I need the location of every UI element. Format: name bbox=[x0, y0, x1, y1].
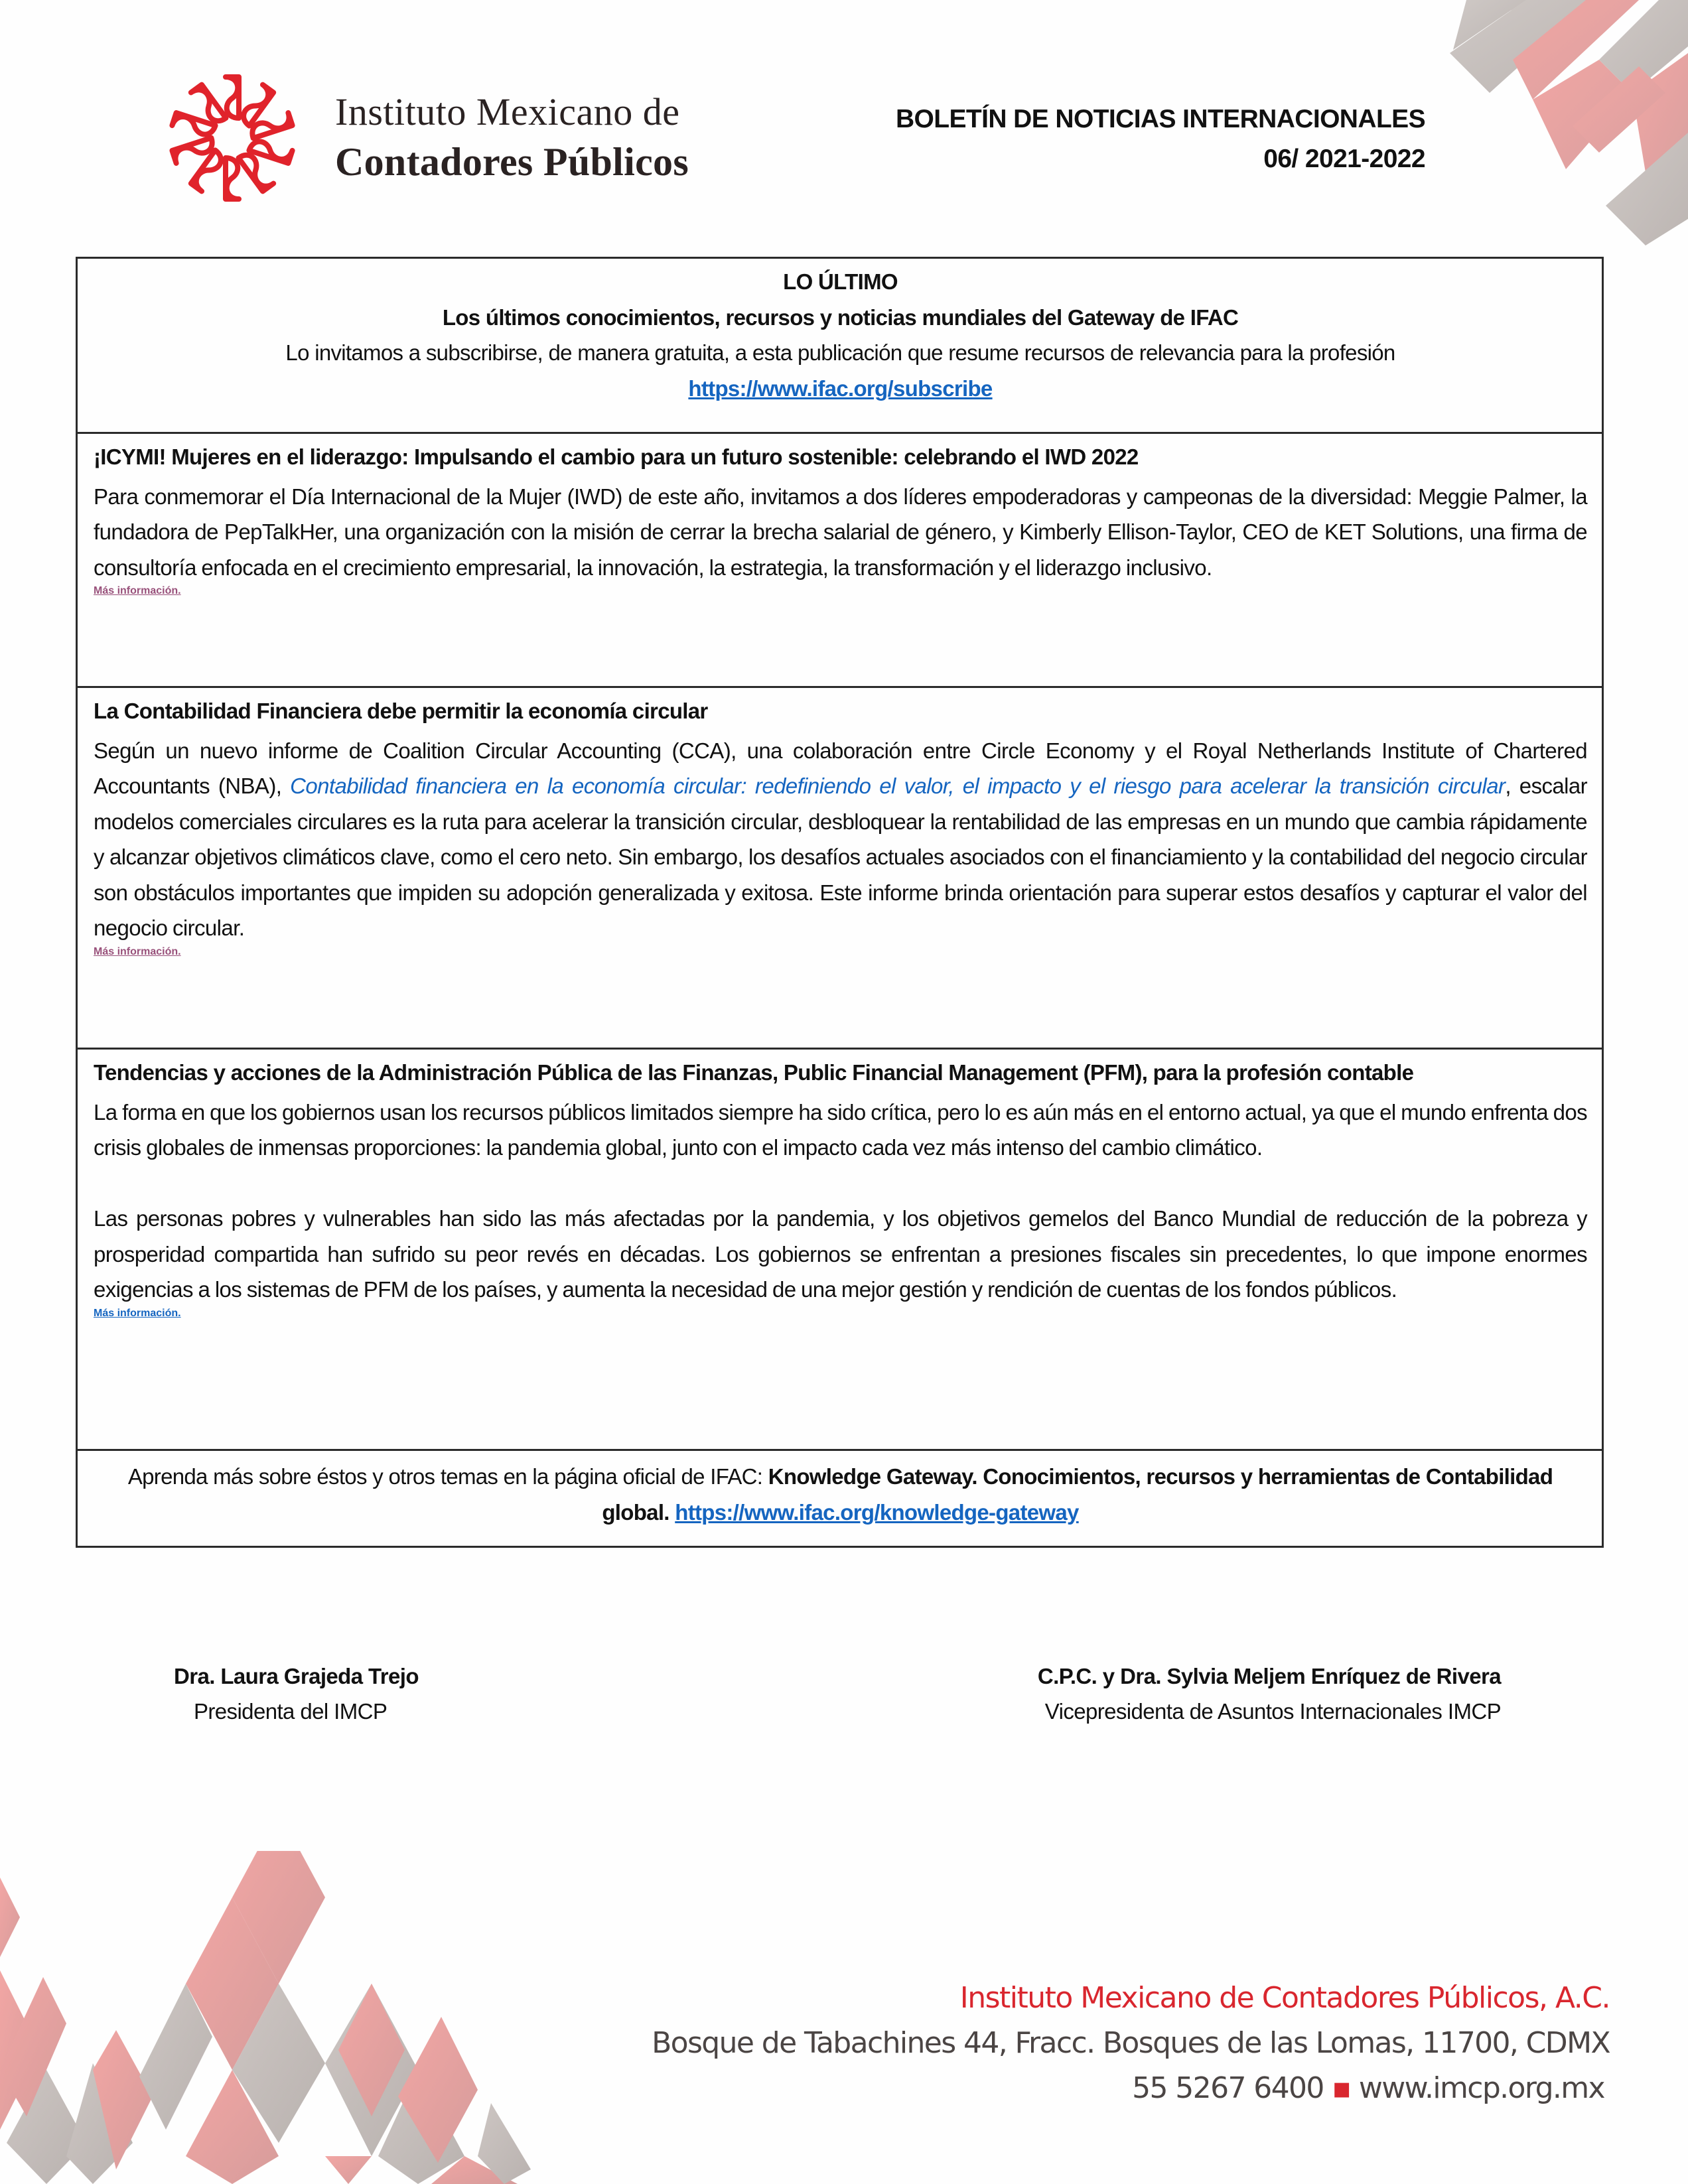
knowledge-gateway-link[interactable]: https://www.ifac.org/knowledge-gateway bbox=[675, 1499, 1079, 1525]
footer-contact bbox=[652, 1981, 1610, 2105]
signatory-name: Dra. Laura Grajeda Trejo bbox=[174, 1664, 419, 1688]
bulletin-heading bbox=[896, 100, 1425, 179]
more-info-link[interactable]: Más información. bbox=[94, 945, 181, 957]
signatory-role: Vicepresidenta de Asuntos Internacionales IMCP bbox=[1044, 1699, 1501, 1724]
org-name-line2: Contadores Públicos bbox=[335, 140, 689, 184]
org-name-line1: Instituto Mexicano de bbox=[335, 90, 680, 133]
closing-section bbox=[78, 1449, 1602, 1546]
article-body-text: Según un nuevo informe de Coalition Circular Accounting (CCA), una colaboración entre Circle Economy y el Royal Netherlands Institute of Chartered Accountants (NBA), bbox=[94, 738, 1587, 798]
article-title: Tendencias y acciones de la Administración Pública de las Finanzas, Public Financial Management (PFM), para la profesión contable bbox=[94, 1060, 1414, 1085]
article-pfm bbox=[78, 1048, 1602, 1449]
signatory-role: Presidenta del IMCP bbox=[194, 1699, 387, 1724]
article-iwd bbox=[78, 432, 1602, 686]
intro-invitation: Lo invitamos a subscribirse, de manera gratuita, a esta publicación que resume recursos de relevancia para la profesión bbox=[285, 340, 1395, 365]
article-title: ¡ICYMI! Mujeres en el liderazgo: Impulsando el cambio para un futuro sostenible: celebrando el IWD 2022 bbox=[94, 444, 1139, 469]
article-body-p1: La forma en que los gobiernos usan los recursos públicos limitados siempre ha sido crítica, pero lo es aún más en el entorno actual, ya que el mundo enfrenta dos crisis globales de inmensas proporciones: la pandemia global, junto con el impacto cada vez más intenso del cambio climático. bbox=[94, 1099, 1587, 1160]
intro-section bbox=[78, 259, 1602, 432]
more-info-link[interactable]: Más información. bbox=[94, 1307, 181, 1319]
bulletin-title: BOLETÍN DE NOTICIAS INTERNACIONALES bbox=[895, 105, 1425, 133]
more-info-link[interactable]: Más información. bbox=[94, 585, 181, 596]
article-body bbox=[94, 733, 1587, 946]
article-body-text: , escalar modelos comerciales circulares es la ruta para acelerar la transición circular, desbloquear la rentabilidad de las empresas en un mundo que cambia rápidamente y alcanzar objetivos climáticos clave, como el cero neto. Sin embargo, los desafíos actuales asociados con el financiamiento y la contabilidad del negocio circular son obstáculos importantes que impiden su adopción generalizada y exitosa. Este informe brinda orientación para superar estos desafíos y capturar el valor del negocio circular. bbox=[94, 774, 1587, 940]
signature-president bbox=[174, 1659, 419, 1729]
decorative-pattern-top-right bbox=[1427, 0, 1688, 252]
article-title: La Contabilidad Financiera debe permitir la economía circular bbox=[94, 699, 708, 723]
news-table bbox=[76, 257, 1604, 1548]
intro-heading: LO ÚLTIMO bbox=[783, 269, 898, 294]
footer-org-name: Instituto Mexicano de Contadores Públicos, A.C. bbox=[959, 1981, 1610, 2015]
article-body-p2: Las personas pobres y vulnerables han sido las más afectadas por la pandemia, y los objetivos gemelos del Banco Mundial de reducción de la pobreza y prosperidad compartida han sufrido su peor revés en décadas. Los gobiernos se enfrentan a presiones fiscales sin precedentes, lo que impone enormes exigencias a los sistemas de PFM de los países, y aumenta la necesidad de una mejor gestión y rendición de cuentas de los fondos públicos. bbox=[94, 1206, 1587, 1302]
imcp-logo-icon bbox=[166, 72, 299, 204]
subscribe-link[interactable]: https://www.ifac.org/subscribe bbox=[688, 375, 993, 401]
intro-subheading: Los últimos conocimientos, recursos y noticias mundiales del Gateway de IFAC bbox=[442, 305, 1239, 330]
closing-bold-text: Knowledge Gateway. Conocimientos, recursos y herramientas de Contabilidad global. bbox=[602, 1464, 1553, 1525]
org-wordmark bbox=[335, 90, 689, 184]
report-title-link[interactable]: Contabilidad financiera en la economía circular: redefiniendo el valor, el impacto y el riesgo para acelerar la transición circular bbox=[290, 774, 1506, 798]
closing-text: Aprenda más sobre éstos y otros temas en la página oficial de IFAC: bbox=[127, 1464, 768, 1489]
article-circular-economy bbox=[78, 686, 1602, 1048]
footer-address: Bosque de Tabachines 44, Fracc. Bosques de las Lomas, 11700, CDMX bbox=[652, 2026, 1610, 2060]
separator-icon: ▪ bbox=[1332, 2071, 1351, 2105]
signatory-name: C.P.C. y Dra. Sylvia Meljem Enríquez de Rivera bbox=[1037, 1664, 1501, 1688]
article-body: Para conmemorar el Día Internacional de la Mujer (IWD) de este año, invitamos a dos líderes empoderadoras y campeonas de la diversidad: Meggie Palmer, la fundadora de PepTalkHer, una organización con la misión de cerrar la brecha salarial de género, y Kimberly Ellison-Taylor, CEO de KET Solutions, una firma de consultoría enfocada en el crecimiento empresarial, la innovación, la estrategia, la transformación y el liderazgo inclusivo. bbox=[94, 484, 1587, 580]
footer-contact-line bbox=[652, 2071, 1610, 2105]
signature-vicepresident bbox=[1038, 1659, 1501, 1729]
decorative-pattern-bottom-left bbox=[0, 1851, 597, 2184]
footer-website[interactable]: www.imcp.org.mx bbox=[1358, 2071, 1604, 2105]
footer-phone: 55 5267 6400 bbox=[1132, 2071, 1324, 2105]
bulletin-number: 06/ 2021-2022 bbox=[1263, 145, 1425, 173]
